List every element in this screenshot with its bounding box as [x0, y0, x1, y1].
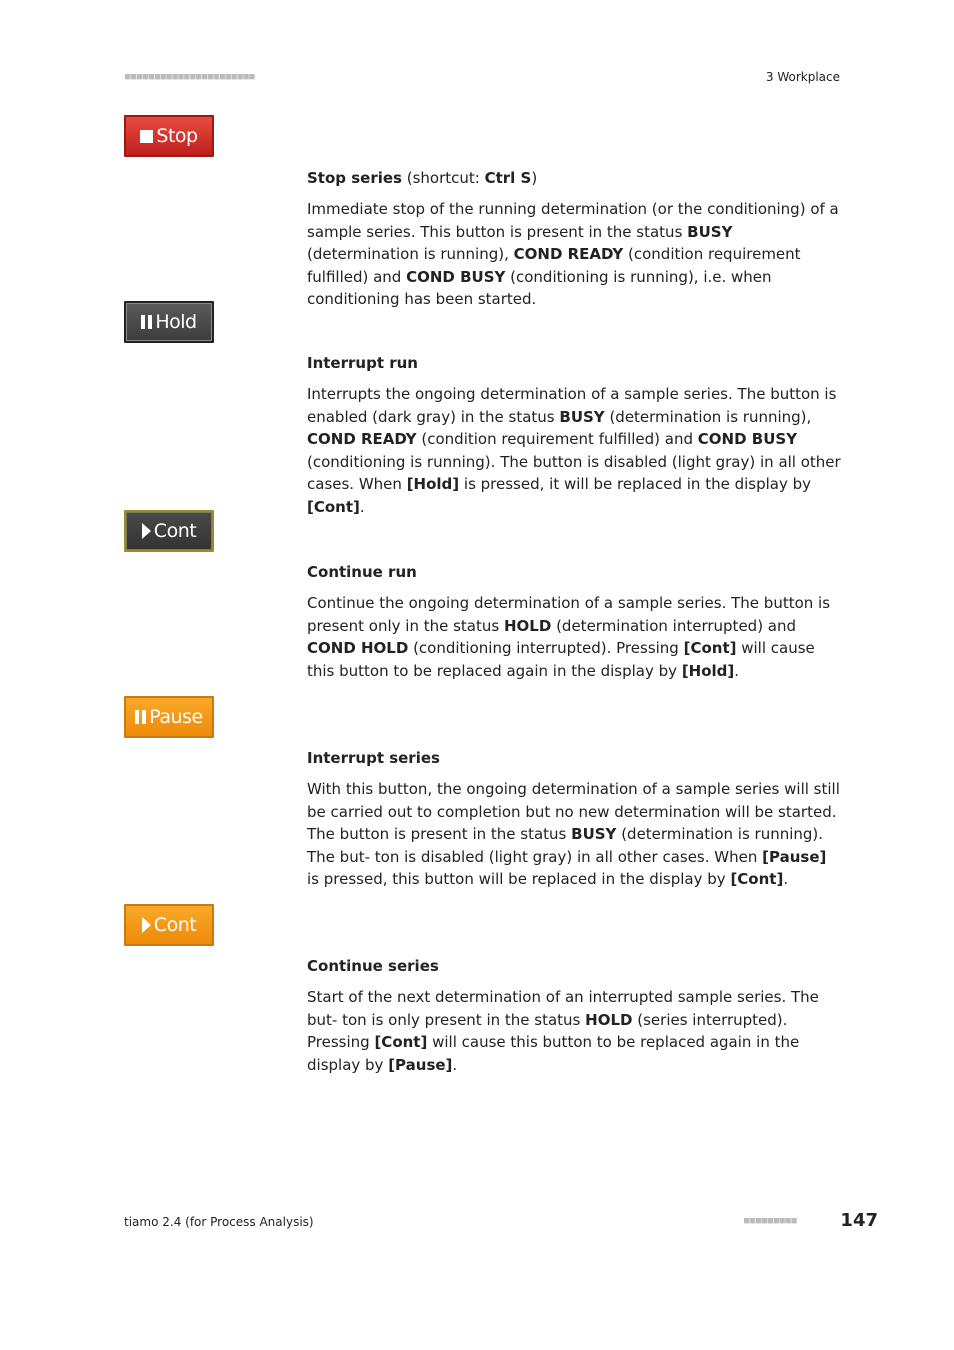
section-body [307, 986, 842, 1076]
text-run: Continue the ongoing determination of a sample series. The button is present only in the status [307, 594, 831, 635]
cont-series-button-label: Cont [153, 914, 197, 936]
section-interrupt-run [307, 352, 842, 518]
section-body [307, 592, 842, 682]
text-run: (conditioning is running), i.e. when conditioning has been started. [307, 267, 772, 308]
section-continue-run [307, 561, 842, 682]
text-run: . [783, 870, 789, 888]
text-run: will cause this button to be replaced again in the display by [307, 1033, 800, 1074]
bold-term: COND READY [513, 245, 624, 263]
text-run: Start of the next determination of an interrupted sample series. The but- ton is only present in the status [307, 988, 819, 1029]
pause-bars-icon [135, 710, 146, 724]
header-decoration: ■■■■■■■■■■■■■■■■■■■■■■ [125, 72, 256, 82]
text-run: . [359, 497, 365, 516]
chapter-title: 3 Workplace [765, 70, 840, 84]
bold-term: COND HOLD [307, 639, 409, 657]
text-run: . [734, 661, 740, 680]
text-run: (determination interrupted) and [551, 616, 797, 635]
bold-term: COND BUSY [697, 430, 798, 448]
text-run: Immediate stop of the running determination (or the conditioning) of a sample series. This button is present in the status [307, 200, 839, 241]
text-run: (determination is running), [307, 245, 514, 263]
text-run: (condition requirement fulfilled) and [416, 430, 698, 448]
hold-button-label: Hold [155, 311, 197, 333]
text-run: (condition requirement fulfilled) and [307, 245, 801, 286]
pause-bars-icon [141, 315, 152, 329]
bold-term: [Cont] [683, 639, 737, 657]
text-run: (conditioning interrupted). Pressing [408, 639, 684, 657]
section-title: Interrupt series [307, 749, 440, 767]
bold-term: HOLD [503, 616, 552, 635]
cont-series-button-image [124, 904, 214, 946]
bold-term: [Pause] [762, 847, 827, 866]
text-run: Interrupts the ongoing determination of a sample series. The button is enabled (dark gray) in the status [307, 385, 837, 426]
bold-term: [Cont] [730, 870, 784, 888]
cont-run-button-image [124, 510, 214, 552]
text-run: (determination is running). The but- ton is disabled (light gray) in all other cases. When [307, 825, 824, 866]
stop-button-label: Stop [156, 125, 198, 147]
section-title: Stop series (shortcut: Ctrl S) [307, 169, 538, 187]
text-run: (determination is running), [604, 407, 812, 426]
text-run: (conditioning is running). The button is disabled (light gray) in all other cases. When [307, 452, 841, 493]
page-number: 147 [840, 1210, 878, 1231]
section-interrupt-series [307, 747, 842, 891]
section-continue-series [307, 955, 842, 1076]
text-run: is pressed, it will be replaced in the display by [459, 475, 812, 493]
section-body [307, 778, 842, 891]
section-title: Interrupt run [307, 354, 418, 372]
section-title: Continue series [307, 957, 439, 975]
section-body [307, 383, 842, 518]
stop-icon [140, 130, 153, 143]
text-run: (series interrupted). Pressing [307, 1010, 788, 1051]
text-run: . [452, 1055, 458, 1074]
footer-decoration: ■■■■■■■■■ [744, 1216, 798, 1226]
bold-term: HOLD [585, 1010, 633, 1029]
text-run: With this button, the ongoing determination of a sample series will still be carried out to completion but no new determination will be started. The button is present in the status [307, 780, 840, 843]
stop-button-image [124, 115, 214, 157]
hold-button-image [124, 301, 214, 343]
section-body [307, 198, 842, 311]
cont-button-label: Cont [153, 520, 197, 542]
bold-term: [Hold] [681, 661, 735, 680]
bold-term: [Pause] [388, 1055, 453, 1074]
play-icon [142, 523, 151, 539]
section-title: Continue run [307, 563, 417, 581]
text-run: will cause this button to be replaced again in the display by [307, 639, 815, 680]
footer-product: tiamo 2.4 (for Process Analysis) [124, 1215, 314, 1229]
bold-term: [Cont] [307, 497, 360, 516]
bold-term: BUSY [559, 407, 605, 426]
bold-term: [Cont] [374, 1033, 428, 1051]
bold-term: BUSY [687, 222, 733, 241]
section-stop-series [307, 167, 842, 311]
pause-button-label: Pause [149, 706, 203, 728]
bold-term: COND READY [307, 430, 417, 448]
bold-term: BUSY [571, 825, 617, 843]
play-icon [142, 917, 151, 933]
bold-term: COND BUSY [406, 267, 506, 286]
pause-button-image [124, 696, 214, 738]
bold-term: [Hold] [406, 475, 460, 493]
text-run: is pressed, this button will be replaced in the display by [307, 870, 731, 888]
